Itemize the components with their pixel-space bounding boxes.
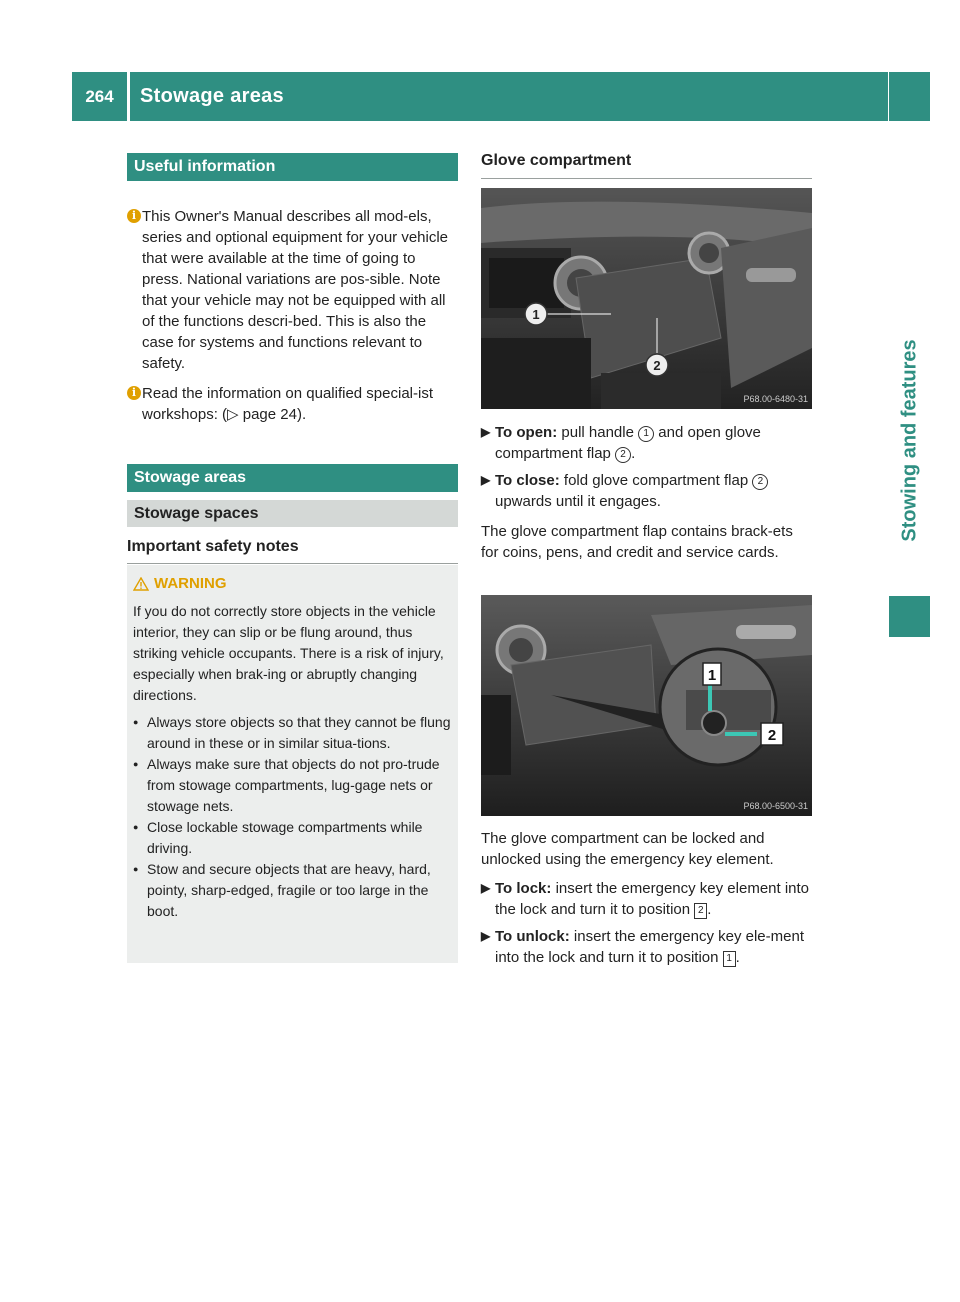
warning-bullets bbox=[133, 712, 455, 922]
step-unlock bbox=[481, 926, 812, 968]
lock-illustration bbox=[481, 595, 812, 816]
unlock-text-2: . bbox=[735, 949, 740, 966]
callout-icon-2: 2 bbox=[615, 447, 631, 463]
step-open bbox=[481, 422, 812, 464]
position-2-icon: 2 bbox=[694, 903, 707, 919]
open-text: pull handle bbox=[561, 424, 634, 441]
section-rule bbox=[127, 563, 458, 564]
info-paragraph-1 bbox=[127, 206, 459, 374]
safety-notes-heading: Important safety notes bbox=[127, 538, 299, 555]
step-close bbox=[481, 470, 812, 512]
lock-label: To lock: bbox=[495, 880, 552, 897]
callout-icon-2: 2 bbox=[752, 474, 768, 490]
warning-label: WARNING bbox=[154, 575, 227, 592]
info-icon: i bbox=[127, 209, 141, 223]
page-header bbox=[72, 72, 888, 121]
header-divider bbox=[127, 72, 130, 121]
section-rule bbox=[481, 178, 812, 179]
flap-paragraph: The glove compartment flap contains brack-ets for coins, pens, and credit and service cards. bbox=[481, 523, 793, 561]
list-item: ● Close lockable stowage compartments while driving. bbox=[133, 817, 455, 859]
photo-code: P68.00-6500-31 bbox=[743, 801, 808, 811]
lock-text: insert the emergency key element into the lock and turn it to position bbox=[495, 880, 810, 918]
warning-title bbox=[133, 575, 227, 592]
warning-text: If you do not correctly store objects in the vehicle interior, they can slip or be flung around, thus striking vehicle occupants. There is a risk of injury, especially when brak-ing or abruptly changing directions. bbox=[133, 603, 444, 703]
sidebar-top-block bbox=[889, 72, 930, 121]
page-number: 264 bbox=[85, 86, 114, 106]
arrow-icon: ▶ bbox=[481, 881, 491, 895]
step-lock bbox=[481, 878, 812, 920]
position-1-label: 1 bbox=[707, 667, 717, 684]
callout-1: 1 bbox=[532, 307, 540, 322]
sidebar-chapter-label: Stowing and features bbox=[898, 338, 921, 542]
arrow-icon: ▶ bbox=[481, 929, 491, 943]
arrow-icon: ▶ bbox=[481, 425, 491, 439]
lock-paragraph: The glove compartment can be locked and unlocked using the emergency key element. bbox=[481, 830, 774, 868]
info-paragraph-2 bbox=[127, 383, 459, 425]
glove-lock-photo bbox=[481, 595, 812, 816]
info-text-2[interactable]: Read the information on qualified special-ist workshops: (▷ page 24). bbox=[142, 385, 433, 423]
photo-code: P68.00-6480-31 bbox=[743, 394, 808, 404]
arrow-icon: ▶ bbox=[481, 473, 491, 487]
stowage-areas-heading: Stowage areas bbox=[127, 464, 458, 492]
stowage-spaces-heading: Stowage spaces bbox=[127, 500, 458, 527]
list-item: ● Stow and secure objects that are heavy, hard, pointy, sharp-edged, fragile or too large in the boot. bbox=[133, 859, 455, 922]
info-text-1: This Owner's Manual describes all mod-els, series and optional equipment for your vehicle that were available at the time of going to press. National variations are pos-sible. Note that your vehicle may not be equipped with all of the functions descri-bed. This is also the case for systems and functions relevant to safety. bbox=[142, 208, 449, 372]
useful-info-heading: Useful information bbox=[127, 153, 458, 181]
close-text: fold glove compartment flap bbox=[563, 472, 749, 489]
position-1-icon: 1 bbox=[723, 951, 736, 967]
open-text-2: and open glove compartment flap bbox=[495, 424, 761, 462]
sidebar-chapter bbox=[887, 290, 933, 590]
list-item: ● Always make sure that objects do not pro-trude from stowage compartments, lug-gage nets or stowage nets. bbox=[133, 754, 455, 817]
glove-compartment-photo bbox=[481, 188, 812, 409]
unlock-text: insert the emergency key ele-ment into the lock and turn it to position bbox=[495, 928, 804, 966]
close-label: To close: bbox=[495, 472, 560, 489]
page-title: Stowage areas bbox=[140, 85, 284, 107]
open-label: To open: bbox=[495, 424, 558, 441]
glove-heading: Glove compartment bbox=[481, 152, 632, 169]
sidebar-marker bbox=[889, 596, 930, 637]
unlock-label: To unlock: bbox=[495, 928, 570, 945]
dashboard-illustration bbox=[481, 188, 812, 409]
close-text-2: upwards until it engages. bbox=[495, 493, 661, 510]
callout-icon-1: 1 bbox=[638, 426, 654, 442]
warning-triangle-icon bbox=[133, 577, 149, 591]
list-item: ● Always store objects so that they cannot be flung around in these or in similar situa-tions. bbox=[133, 712, 455, 754]
position-2-label: 2 bbox=[767, 727, 777, 744]
lock-text-2: . bbox=[707, 901, 712, 918]
info-icon: i bbox=[127, 386, 141, 400]
open-text-3: . bbox=[631, 445, 636, 462]
callout-2: 2 bbox=[653, 358, 661, 373]
